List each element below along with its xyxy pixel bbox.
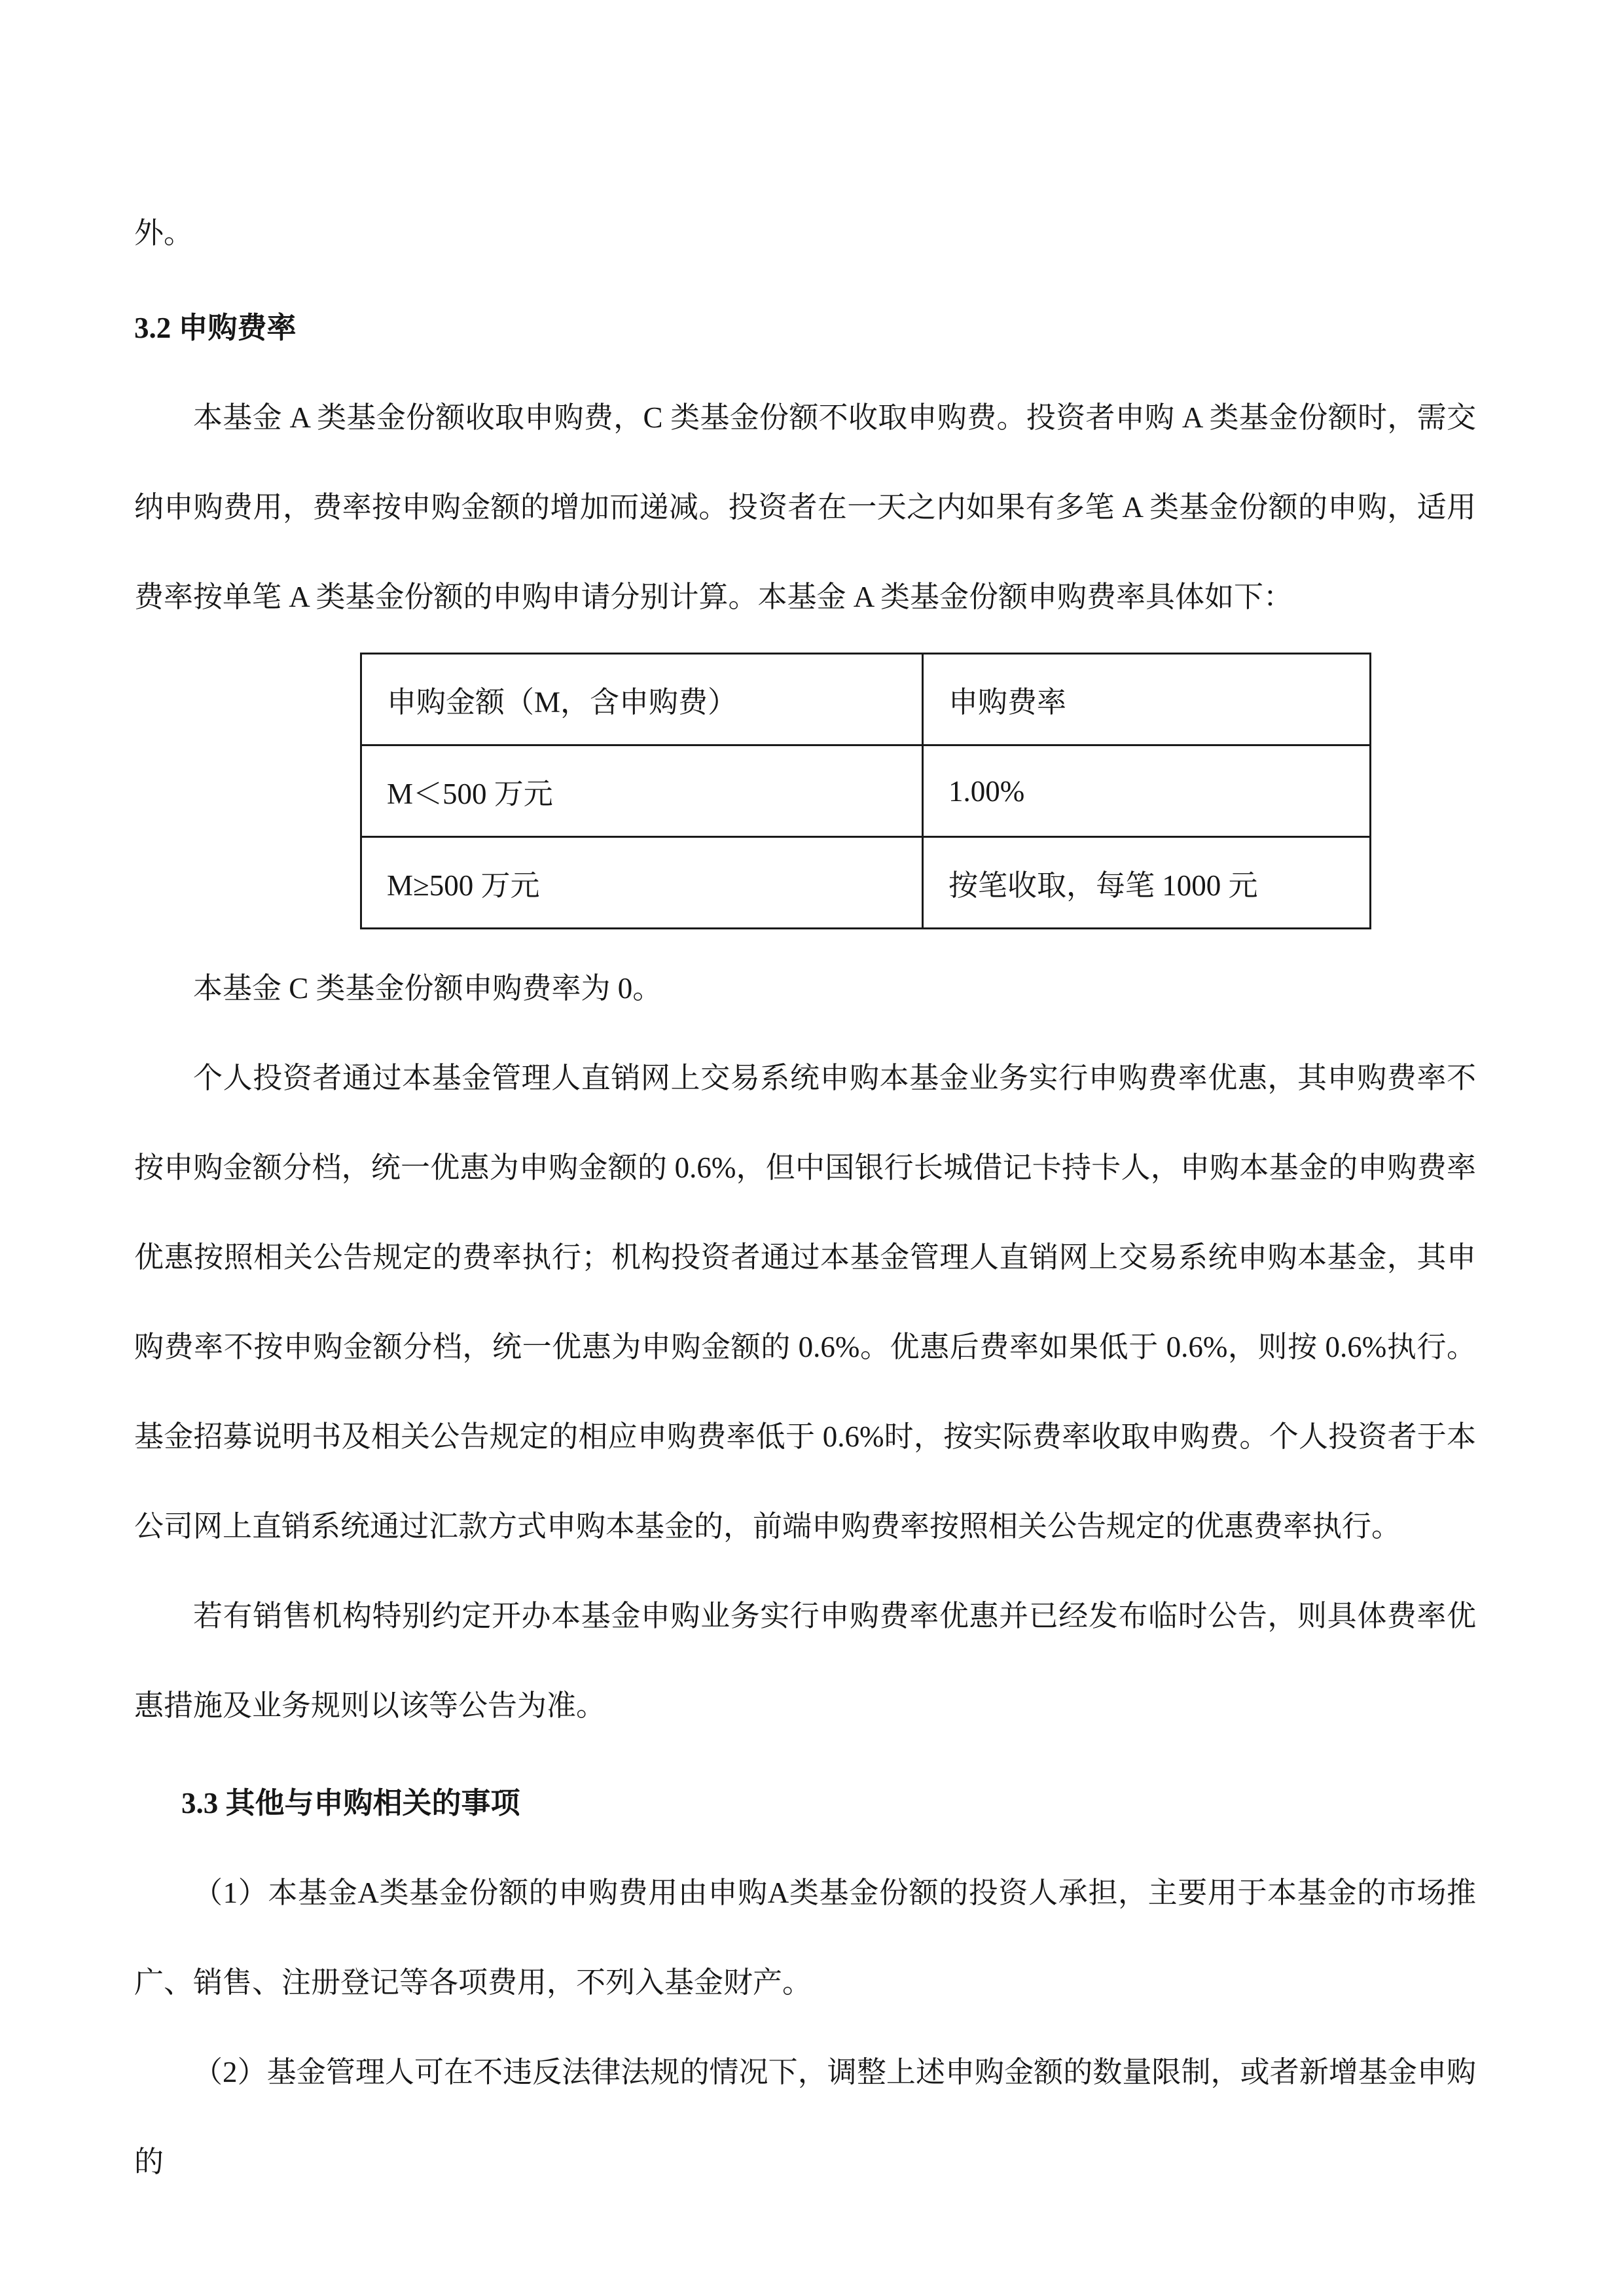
fee-table-header-row [361,654,1371,745]
fee-table-cell-rate-under-5m: 1.00% [923,745,1371,837]
purchase-fee-intro-paragraph: 本基金 A 类基金份额收取申购费，C 类基金份额不收取申购费。投资者申购 A 类基金份额时，需交纳申购费用，费率按申购金额的增加而递减。投资者在一天之内如果有多笔 A 类基金份额的申购，适用费率按单笔 A 类基金份额的申购申请分别计算。本基金 A 类基金份额申购费率具体如下： [134,401,1476,613]
fee-table-header-amount: 申购金额（M，含申购费） [361,654,923,745]
c-class-fee-note-paragraph: 本基金 C 类基金份额申购费率为 0。 [193,972,662,1005]
fee-table-row-under-5m [361,745,1371,837]
fee-table-header-rate: 申购费率 [923,654,1371,745]
other-matters-item-1-paragraph: （1）本基金A类基金份额的申购费用由申购A类基金份额的投资人承担，主要用于本基金的市场推广、销售、注册登记等各项费用，不列入基金财产。 [134,1876,1476,1999]
fee-table-row-over-5m [361,837,1371,929]
sales-agency-discount-paragraph: 若有销售机构特别约定开办本基金申购业务实行申购费率优惠并已经发布临时公告，则具体费率优惠措施及业务规则以该等公告为准。 [134,1600,1476,1722]
section-heading-3-2: 3.2 申购费率 [134,312,297,344]
fee-table-cell-amount-under-5m: M＜500 万元 [361,745,923,837]
carryover-paragraph-fragment: 外。 [134,217,194,249]
fee-table-cell-rate-over-5m: 按笔收取，每笔 1000 元 [923,837,1371,929]
purchase-fee-table [360,653,1371,929]
fee-discount-paragraph: 个人投资者通过本基金管理人直销网上交易系统申购本基金业务实行申购费率优惠，其申购费率不按申购金额分档，统一优惠为申购金额的 0.6%，但中国银行长城借记卡持卡人，申购本基金的申购费率优惠按照相关公告规定的费率执行；机构投资者通过本基金管理人直销网上交易系统申购本基金，其申购费率不按申购金额分档，统一优惠为申购金额的 0.6%。优惠后费率如果低于 0.6%，则按 0.6%执行。基金招募说明书及相关公告规定的相应申购费率低于 0.6%时，按实际费率收取申购费。个人投资者于本公司网上直销系统通过汇款方式申购本基金的，前端申购费率按照相关公告规定的优惠费率执行。 [134,1062,1476,1543]
other-matters-item-2-paragraph: （2）基金管理人可在不违反法律法规的情况下，调整上述申购金额的数量限制，或者新增基金申购的 [134,2056,1476,2178]
purchase-fee-table-body [361,654,1371,929]
section-heading-3-3: 3.3 其他与申购相关的事项 [181,1787,520,1820]
fee-table-cell-amount-over-5m: M≥500 万元 [361,837,923,929]
